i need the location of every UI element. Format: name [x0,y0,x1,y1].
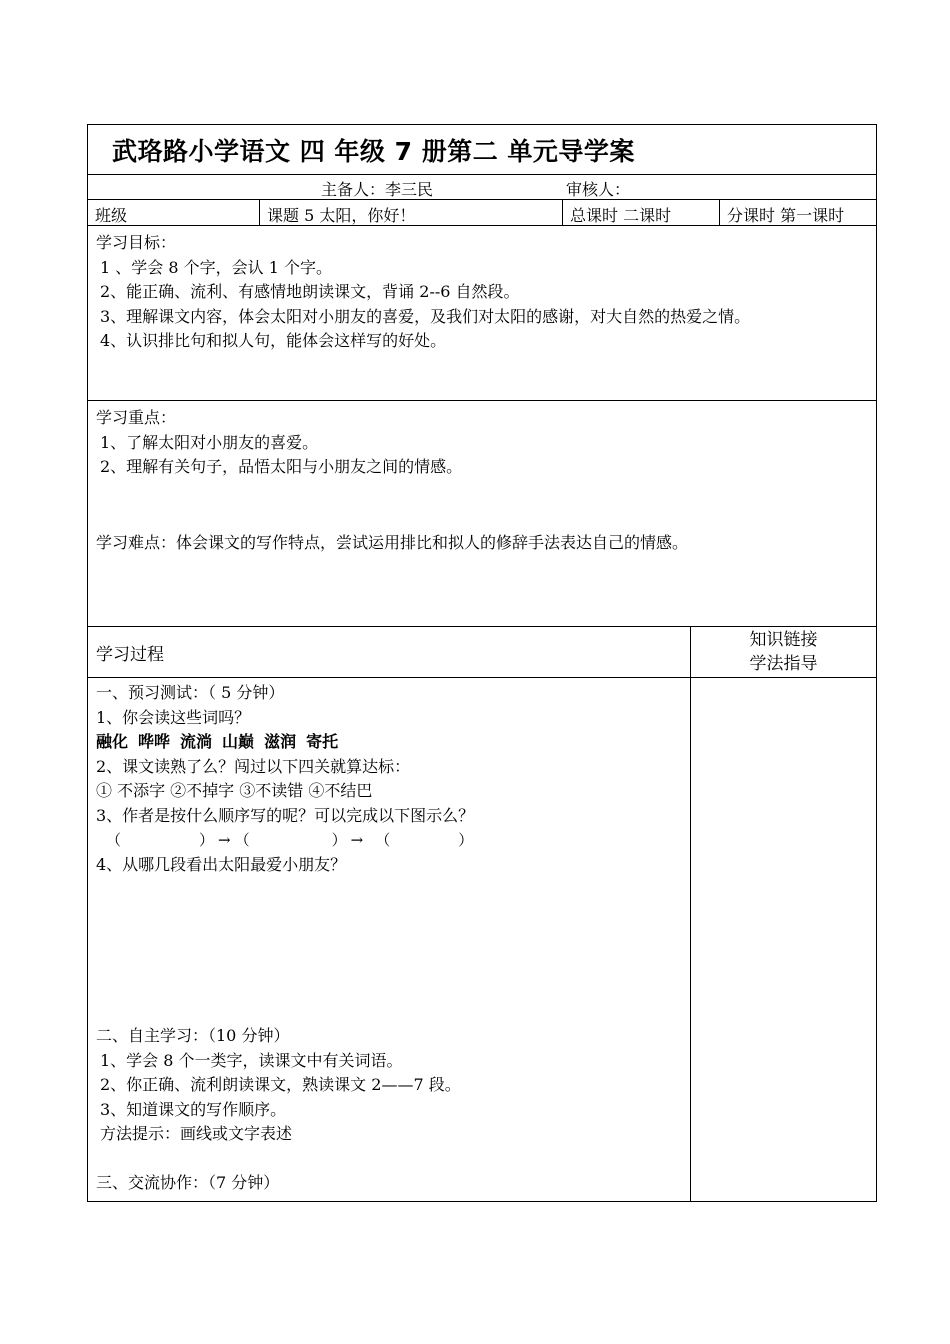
process-content [88,678,691,1201]
method-hint: 方法提示：画线或文字表述 [100,1124,293,1143]
self-study-item: 2、你正确、流利朗读课文，熟读课文 2——7 段。 [100,1075,461,1094]
topic-cell: 课题 5 太阳，你好！ [260,200,563,225]
cooperation-title: 三、交流协作：（7 分钟） [96,1172,280,1192]
process-header-row [87,627,877,678]
self-study-item: 1、学会 8 个一类字，读课文中有关词语。 [100,1050,403,1070]
preview-question-3: 3、作者是按什么顺序写的呢？可以完成以下图示么？ [96,805,475,825]
self-study-item: 3、知道课文的写作顺序。 [100,1099,287,1119]
vocab-word: 流淌 [180,732,213,751]
study-plan-sheet [87,124,877,1202]
arrow-icon: → [350,831,364,849]
goal-item: 2、能正确、流利、有感情地朗读课文，背诵 2--6 自然段。 [100,282,520,301]
self-study-title: 二、自主学习：（10 分钟） [96,1026,290,1045]
key-point-item: 2、理解有关句子，品悟太阳与小朋友之间的情感。 [100,457,463,476]
preview-question-4: 4、从哪几段看出太阳最爱小朋友？ [96,854,347,874]
blank-close: ） [331,831,347,849]
goal-item: 1 、学会 8 个字，会认 1 个字。 [100,257,332,277]
goal-item: 4、认识排比句和拟人句，能体会这样写的好处。 [100,331,447,350]
learning-goals-section [87,226,877,401]
goal-item: 3、理解课文内容，体会太阳对小朋友的喜爱，及我们对太阳的感谢，对大自然的热爱之情。 [100,306,751,326]
sub-hours-cell: 分课时 第一课时 [727,206,845,225]
preview-question-2: 2、课文读熟了么？闯过以下四关就算达标： [96,756,411,776]
difficulty-text: 学习难点：体会课文的写作特点，尝试运用排比和拟人的修辞手法表达自己的情感。 [96,532,689,552]
side-heading [691,627,876,677]
arrow-icon: → [218,831,231,849]
vocabulary-words [96,730,690,755]
preparer-label: 主备人：李三民 [321,180,434,199]
vocab-word: 哗哗 [138,732,171,751]
preview-question-1: 1、你会读这些词吗？ [96,707,251,727]
blank-close: ） [199,831,215,849]
key-point-item: 1、了解太阳对小朋友的喜爱。 [100,432,319,452]
answer-space[interactable] [96,877,690,1024]
process-body-row [87,678,877,1202]
vocab-word: 山巅 [222,732,255,751]
blank-open: （ [106,831,122,849]
vocab-word: 滋润 [264,732,297,751]
knowledge-link-heading: 知识链接 [749,630,818,650]
title-row [87,124,877,175]
blank-line [96,1147,690,1171]
preparer-row [87,175,877,200]
key-points-section [87,401,877,627]
goals-heading: 学习目标： [96,233,177,252]
guidance-column [691,678,876,1201]
info-row [87,200,877,226]
vocab-word: 融化 [96,732,129,751]
reviewer-label: 审核人： [566,180,631,199]
vocab-word: 寄托 [306,732,339,751]
method-guide-heading: 学法指导 [749,654,818,674]
reading-levels: ① 不添字 ②不掉字 ③不读错 ④不结巴 [96,781,373,800]
blank-open: （ [375,831,391,849]
document-title: 武珞路小学语文 四 年级 7 册第二 单元导学案 [112,136,635,166]
class-cell: 班级 [88,200,260,225]
blank-close: ） [458,831,474,849]
sequence-diagram [96,828,690,853]
key-points-heading: 学习重点： [96,408,177,427]
process-heading: 学习过程 [88,627,691,677]
preview-title: 一、预习测试：（ 5 分钟） [96,683,285,702]
blank-open: （ [234,831,250,849]
total-hours-cell: 总课时 二课时 [563,200,720,225]
